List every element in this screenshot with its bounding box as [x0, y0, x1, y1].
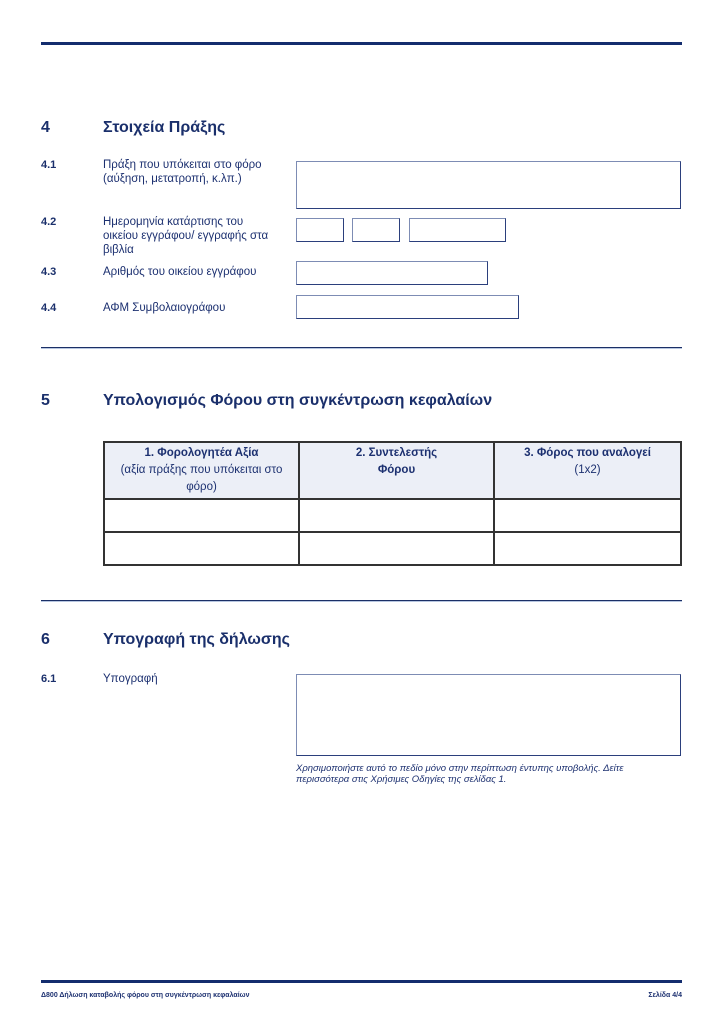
- item-4-1-label: Πράξη που υπόκειται στο φόρο (αύξηση, μετατροπή, κ.λπ.): [103, 159, 262, 185]
- column-header-taxable-value: [104, 442, 299, 499]
- column-header-tax-rate: [299, 442, 494, 499]
- tax-calculation-table: [103, 441, 682, 566]
- footer-rule: [41, 980, 682, 983]
- taxable-value-cell[interactable]: [104, 499, 299, 532]
- date-year-field[interactable]: [409, 218, 506, 242]
- top-rule: [41, 42, 682, 45]
- section-divider: [41, 600, 682, 602]
- item-4-4-number: 4.4: [41, 302, 57, 314]
- item-6-1-label: Υπογραφή: [103, 673, 158, 685]
- date-month-field[interactable]: [352, 218, 400, 242]
- item-4-3-label: Αριθμός του οικείου εγγράφου: [103, 266, 257, 278]
- item-4-2-number: 4.2: [41, 216, 57, 228]
- footer-page-number: Σελίδα 4/4: [648, 992, 682, 999]
- tax-due-cell[interactable]: [494, 532, 681, 565]
- tax-due-cell[interactable]: [494, 499, 681, 532]
- section-4-title: Στοιχεία Πράξης: [103, 119, 226, 136]
- notary-afm-field[interactable]: [296, 295, 519, 319]
- header-title: 2. Συντελεστής Φόρου: [355, 447, 438, 476]
- section-5-number: 5: [41, 392, 50, 409]
- section-5-title: Υπολογισμός Φόρου στη συγκέντρωση κεφαλαίων: [103, 392, 493, 409]
- item-4-1-number: 4.1: [41, 159, 57, 171]
- section-divider: [41, 347, 682, 349]
- table-row: [104, 499, 681, 532]
- item-4-3-number: 4.3: [41, 266, 57, 278]
- section-4-number: 4: [41, 119, 50, 136]
- action-subject-to-tax-field[interactable]: [296, 161, 681, 209]
- date-day-field[interactable]: [296, 218, 344, 242]
- item-6-1-number: 6.1: [41, 673, 57, 685]
- header-subtitle: (αξία πράξης που υπόκειται στο φόρο): [120, 464, 283, 493]
- signature-field[interactable]: [296, 674, 681, 756]
- document-number-field[interactable]: [296, 261, 488, 285]
- tax-rate-cell[interactable]: [299, 499, 494, 532]
- column-header-tax-due: [494, 442, 681, 499]
- table-row: [104, 532, 681, 565]
- footer-form-title: Δ800 Δήλωση καταβολής φόρου στη συγκέντρωση κεφαλαίων: [41, 992, 250, 999]
- signature-hint: Χρησιμοποιήστε αυτό το πεδίο μόνο στην περίπτωση έντυπης υποβολής. Δείτε περισσότερα στις Χρήσιμες Οδηγίες της σελίδας 1.: [296, 763, 624, 785]
- taxable-value-cell[interactable]: [104, 532, 299, 565]
- header-subtitle: (1x2): [574, 464, 601, 476]
- section-6-number: 6: [41, 631, 50, 648]
- tax-rate-cell[interactable]: [299, 532, 494, 565]
- header-title: 1. Φορολογητέα Αξία: [144, 447, 259, 459]
- section-6-title: Υπογραφή της δήλωσης: [103, 631, 290, 648]
- header-title: 3. Φόρος που αναλογεί: [524, 447, 651, 459]
- item-4-2-label: Ημερομηνία κατάρτισης του οικείου εγγράφου/ εγγραφής στα βιβλία: [103, 216, 269, 256]
- item-4-4-label: ΑΦΜ Συμβολαιογράφου: [103, 302, 226, 314]
